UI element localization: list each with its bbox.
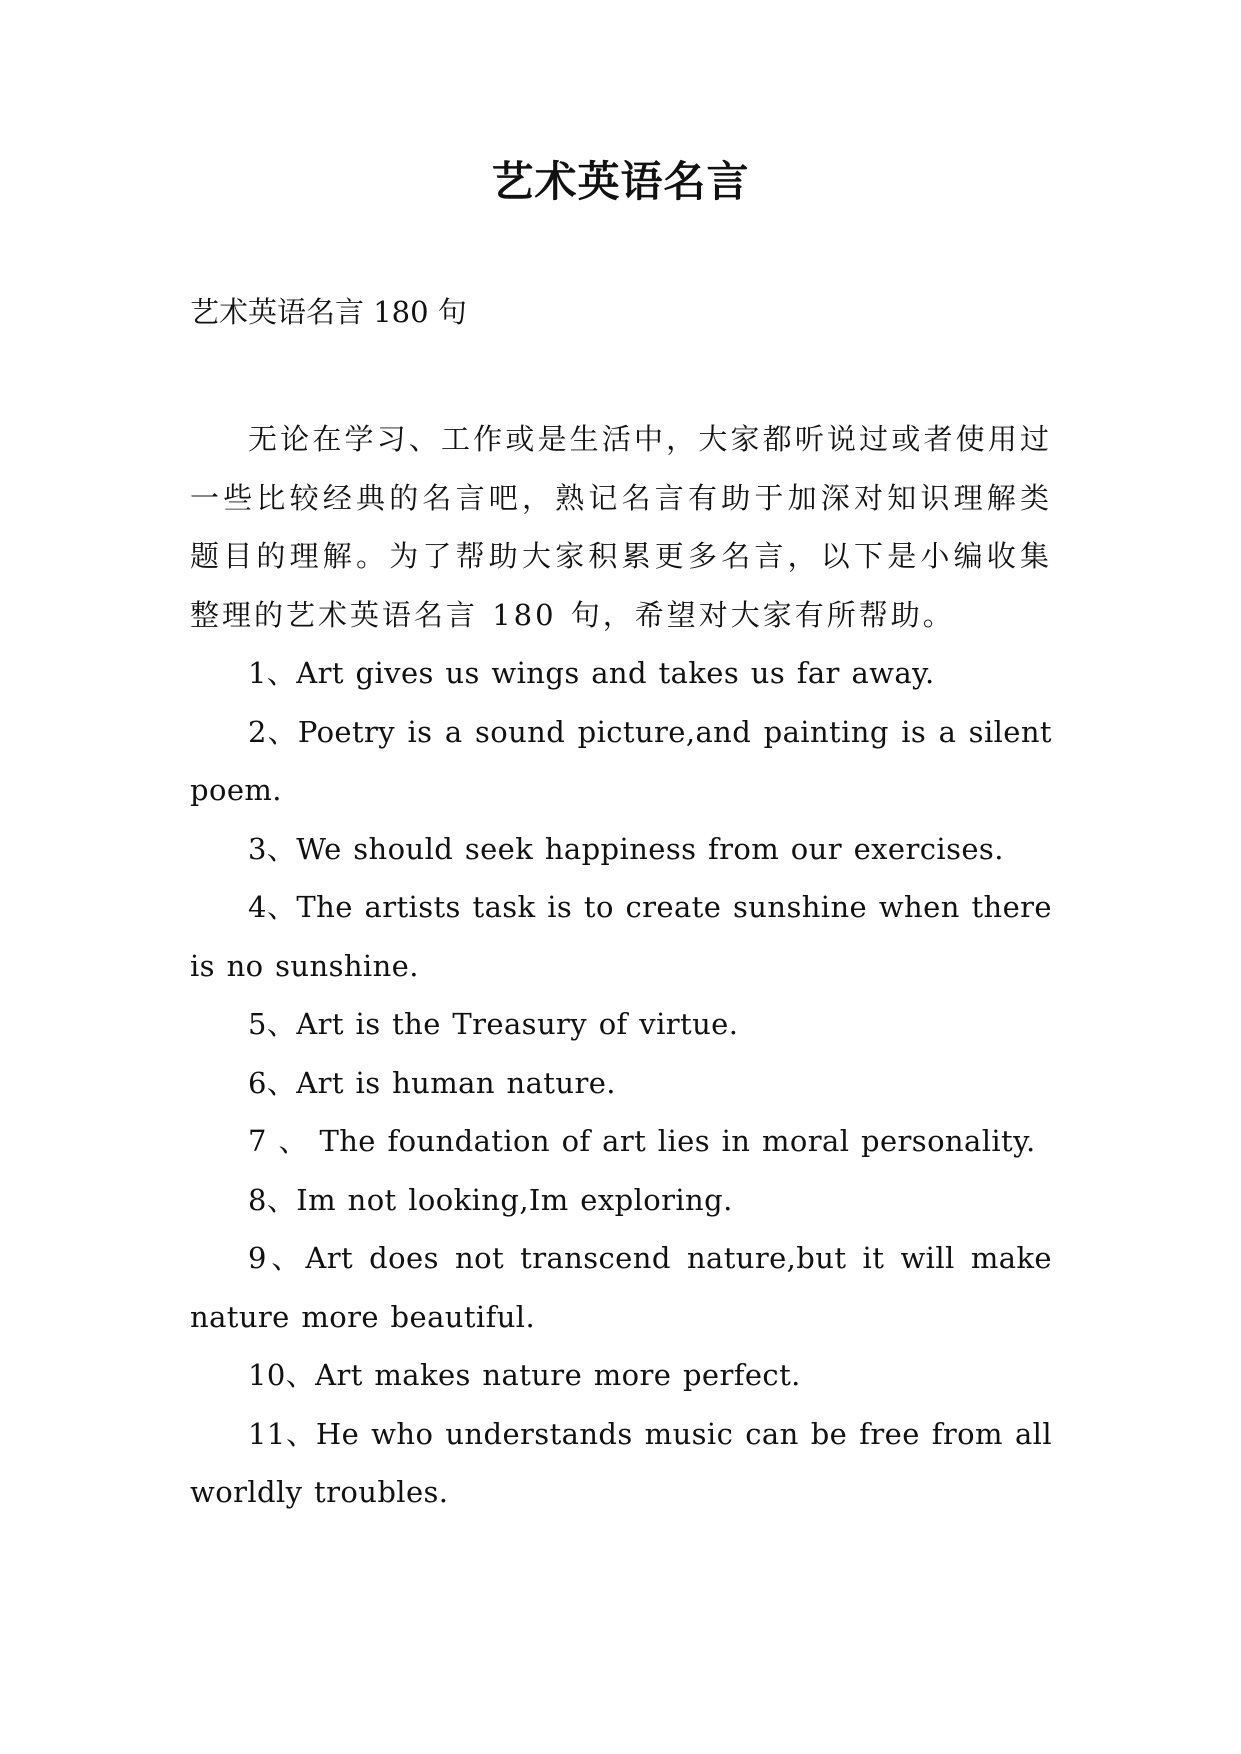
document-subtitle: 艺术英语名言 180 句 — [190, 295, 467, 329]
intro-paragraph: 无论在学习、工作或是生活中，大家都听说过或者使用过一些比较经典的名言吧，熟记名言有助于加深对知识理解类题目的理解。为了帮助大家积累更多名言，以下是小编收集整理的艺术英语名言 180 句，希望对大家有所帮助。 — [190, 422, 1052, 632]
quote-item-4: 4、The artists task is to create sunshine when there is no sunshine. — [190, 890, 1052, 983]
quote-item-3: 3、We should seek happiness from our exercises. — [248, 831, 1004, 866]
quote-item-11: 11、He who understands music can be free from all worldly troubles. — [190, 1416, 1052, 1509]
document-body — [190, 410, 1052, 1522]
quote-item-5: 5、Art is the Treasury of virtue. — [248, 1007, 739, 1041]
quote-item-2: 2、Poetry is a sound picture,and painting is a silent poem. — [190, 714, 1052, 807]
quote-item-10: 10、Art makes nature more perfect. — [248, 1358, 801, 1392]
quote-item-1: 1、Art gives us wings and takes us far away. — [248, 656, 935, 690]
quote-item-6: 6、Art is human nature. — [248, 1065, 616, 1100]
document-title: 艺术英语名言 — [491, 157, 750, 206]
quote-item-8: 8、Im not looking,Im exploring. — [248, 1182, 733, 1217]
quote-item-7: 7 、 The foundation of art lies in moral personality. — [248, 1124, 1036, 1158]
quote-item-9: 9、Art does not transcend nature,but it will make nature more beautiful. — [190, 1241, 1052, 1334]
